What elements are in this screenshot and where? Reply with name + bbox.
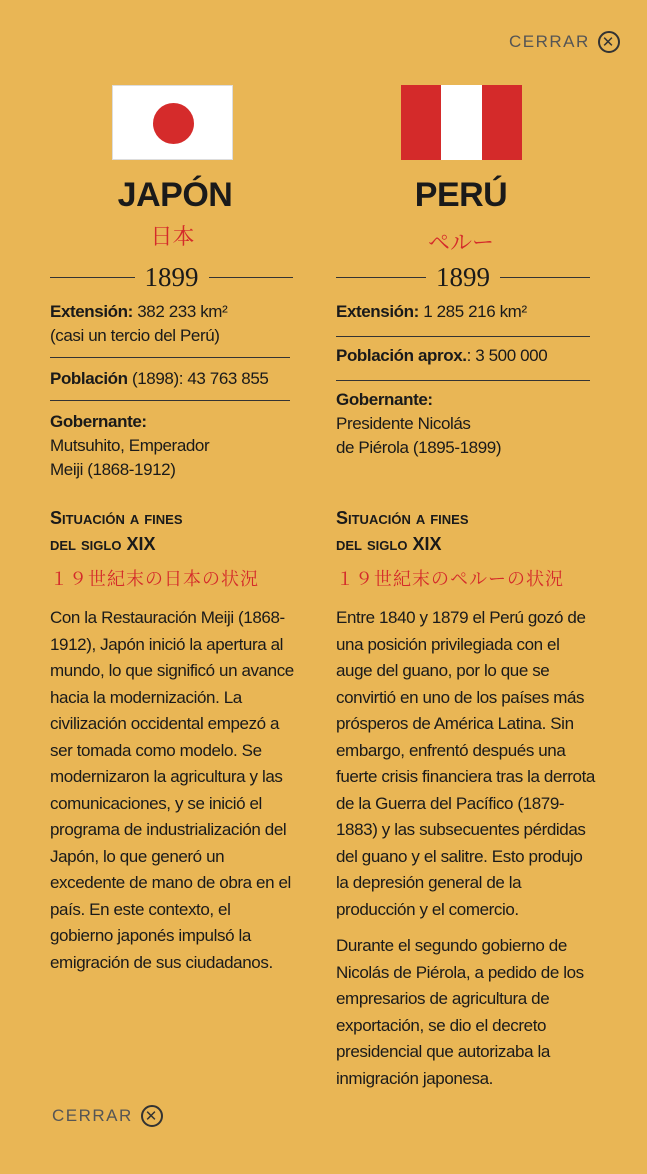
peru-section-heading: Situación a fines del siglo XIX — [336, 508, 469, 554]
close-label: CERRAR — [509, 32, 590, 51]
year: 1899 — [144, 262, 199, 292]
label: Extensión: — [50, 302, 133, 321]
peru-info — [336, 300, 590, 460]
peru-section-heading-jp: １９世紀末のペルーの状況 — [336, 569, 564, 589]
paragraph: Durante el segundo gobierno de Nicolás de Piérola, a pedido de los empresarios de agricultura de exportación, se dio el decreto presidencial que autorizaba la inmigración japonesa. — [336, 936, 584, 1088]
year: 1899 — [436, 262, 490, 292]
value: Presidente Nicolás — [336, 414, 471, 433]
value: Mutsuhito, Emperador — [50, 436, 210, 455]
value: de Piérola (1895-1899) — [336, 438, 502, 457]
close-button-top[interactable] — [509, 31, 620, 53]
note: (casi un tercio del Perú) — [50, 326, 220, 345]
paragraph: Entre 1840 y 1879 el Perú gozó de una posición privilegiada con el auge del guano, por lo que se convirtió en uno de los países más prósperos de América Latina. Sin embargo, enfrentó después una fuerte crisis financiera tras la derrota de la Guerra del Pacífico (1879-1883) y las subsecuentes pérdidas del guano y el salitre. Esto produjo la depresión general de la producción y el comercio. — [336, 608, 595, 919]
japan-info — [50, 300, 290, 482]
close-label: CERRAR — [52, 1106, 133, 1125]
peru-flag — [401, 85, 522, 160]
label: Población — [50, 369, 128, 388]
value: : 3 500 000 — [466, 346, 548, 365]
peru-title: PERÚ — [414, 176, 508, 214]
japan-title: JAPÓN — [117, 176, 233, 214]
peru-year — [336, 262, 590, 293]
value: Meiji (1868-1912) — [50, 460, 176, 479]
label: Población aprox. — [336, 346, 467, 365]
value: (1898): 43 763 855 — [127, 369, 269, 388]
close-icon: ✕ — [598, 31, 620, 53]
peru-body — [336, 605, 598, 1102]
close-button-bottom[interactable] — [52, 1105, 163, 1127]
japan-flag — [112, 85, 233, 160]
paragraph: Con la Restauración Meiji (1868-1912), Japón inició la apertura al mundo, lo que significó un avance hacia la modernización. La civilización occidental empezó a ser tomada como modelo. Se modernizaron la agricultura y las comunicaciones, y se inició el programa de industrialización del Japón, lo que generó un excedente de mano de obra en el país. En este contexto, el gobierno japonés impulsó la emigración de sus ciudadanos. — [50, 608, 294, 972]
japan-year — [50, 262, 293, 293]
label: Gobernante: — [50, 412, 147, 431]
value: 382 233 km² — [132, 302, 228, 321]
peru-title-jp: ペルー — [427, 230, 494, 255]
japan-section-heading: Situación a fines del siglo XIX — [50, 508, 183, 554]
label: Gobernante: — [336, 390, 433, 409]
value: 1 285 216 km² — [418, 302, 527, 321]
japan-body — [50, 605, 295, 986]
japan-title-jp: 日本 — [150, 224, 195, 249]
japan-section-heading-jp: １９世紀末の日本の状況 — [50, 569, 259, 589]
label: Extensión: — [336, 302, 419, 321]
close-icon: ✕ — [141, 1105, 163, 1127]
